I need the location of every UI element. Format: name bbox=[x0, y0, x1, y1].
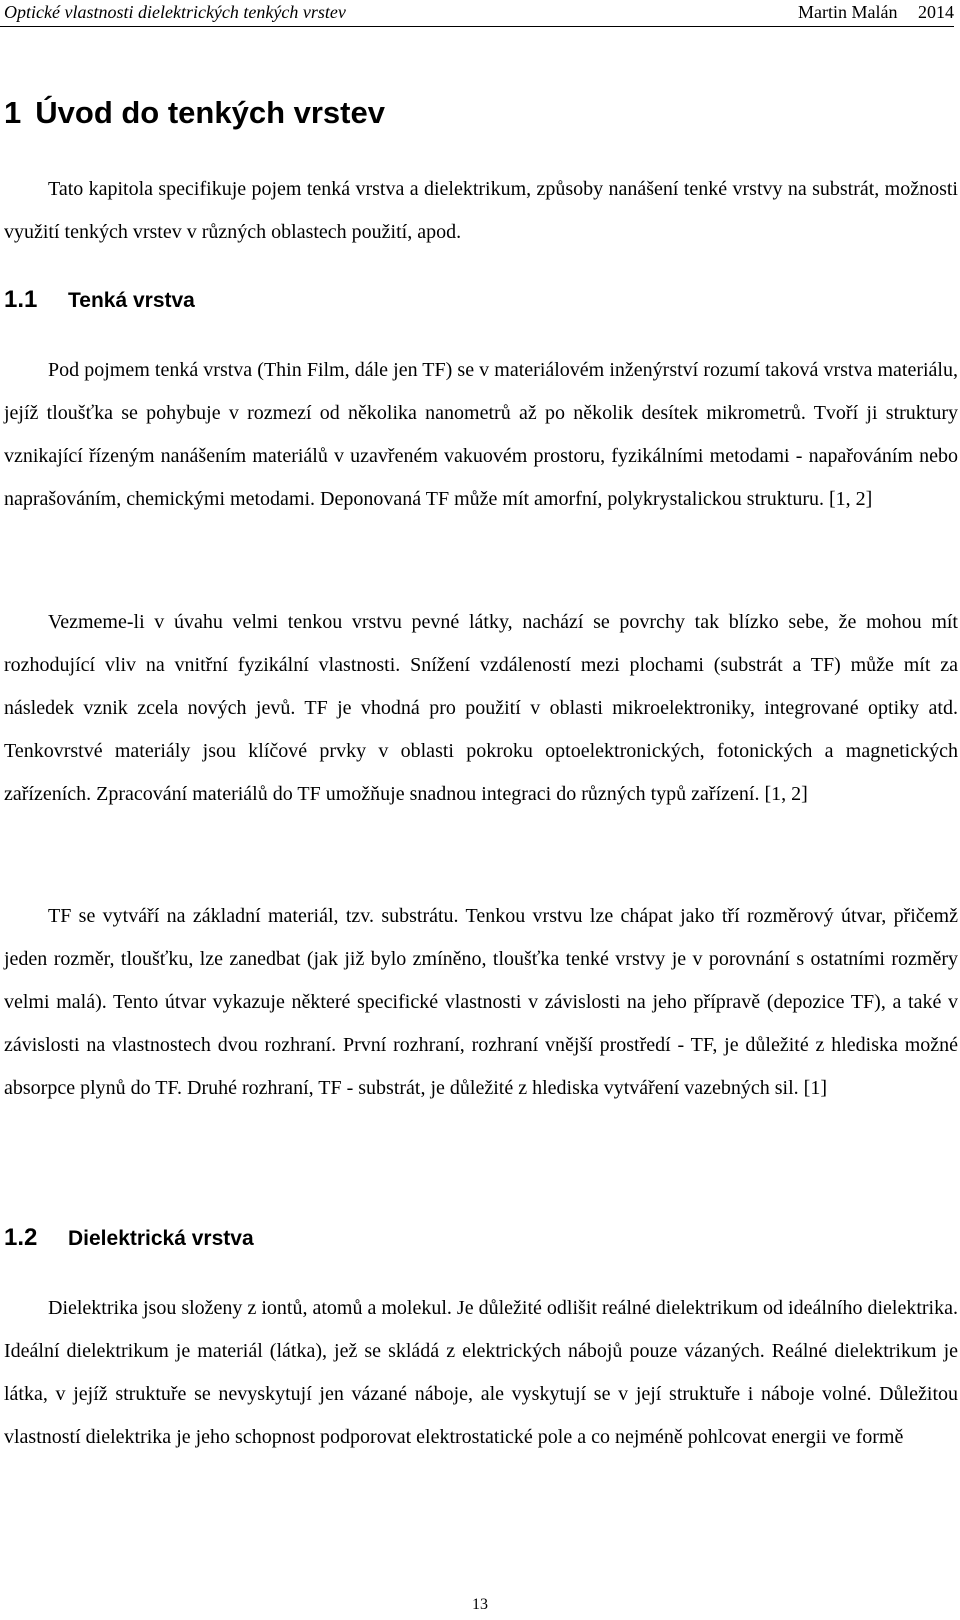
header-author-year bbox=[798, 0, 954, 24]
section-heading-1-2 bbox=[4, 1224, 254, 1253]
paragraph: TF se vytváří na základní materiál, tzv. substrátu. Tenkou vrstvu lze chápat jako tří rozměrový útvar, přičemž jeden rozměr, tloušťku, lze zanedbat (jak již bylo zmíněno, tloušťka tenké vrstvy je v porovnání s ostatními rozměry velmi malá). Tento útvar vykazuje některé specifické vlastnosti v závislosti na jeho přípravě (depozice TF), a také v závislosti na vlastnostech dvou rozhraní. První rozhraní, rozhraní vnější prostředí - TF, je důležité z hlediska možné absorpce plynů do TF. Druhé rozhraní, TF - substrát, je důležité z hlediska vytváření vazebných sil. [1] bbox=[4, 905, 958, 1100]
header-year: 2014 bbox=[918, 2, 954, 22]
header-document-title: Optické vlastnosti dielektrických tenkých vrstev bbox=[4, 2, 346, 22]
paragraph: Vezmeme-li v úvahu velmi tenkou vrstvu pevné látky, nachází se povrchy tak blízko sebe, že mohou mít rozhodující vliv na vnitřní fyzikální vlastnosti. Snížení vzdáleností mezi plochami (substrát a TF) může mít za následek vznik zcela nových jevů. TF je vhodná pro použití v oblasti mikroelektroniky, integrované optiky atd. Tenkovrstvé materiály jsou klíčové prvky v oblasti pokroku optoelektronických, fotonických a magnetických zařízeních. Zpracování materiálů do TF umožňuje snadnou integraci do různých typů zařízení. [1, 2] bbox=[4, 611, 958, 806]
section-heading-1-1 bbox=[4, 286, 195, 315]
chapter-number: 1 bbox=[4, 95, 22, 130]
chapter-intro-paragraph: Tato kapitola specifikuje pojem tenká vrstva a dielektrikum, způsoby nanášení tenké vrstvy na substrát, možnosti využití tenkých vrstev v různých oblastech použití, apod. bbox=[4, 178, 958, 244]
header-rule bbox=[0, 26, 954, 27]
paragraph: Dielektrika jsou složeny z iontů, atomů a molekul. Je důležité odlišit reálné dielektrikum od ideálního dielektrika. Ideální dielektrikum je materiál (látka), jež se skládá z elektrických nábojů pouze vázaných. Reálné dielektrikum je látka, v jejíž struktuře se nevyskytují jen vázané náboje, ale vyskytují se v její struktuře i náboje volné. Důležitou vlastností dielektrika je jeho schopnost podporovat elektrostatické pole a co nejméně pohlcovat energii ve formě bbox=[4, 1297, 958, 1449]
section-number: 1.1 bbox=[4, 286, 38, 313]
chapter-heading bbox=[4, 95, 385, 131]
paragraph: Pod pojmem tenká vrstva (Thin Film, dále jen TF) se v materiálovém inženýrství rozumí taková vrstva materiálu, jejíž tloušťka se pohybuje v rozmezí od několika nanometrů až po několik desítek mikrometrů. Tvoří ji struktury vznikající řízeným nanášením materiálů v uzavřeném vakuovém prostoru, fyzikálními metodami - napařováním nebo naprašováním, chemickými metodami. Deponovaná TF může mít amorfní, polykrystalickou strukturu. [1, 2] bbox=[4, 359, 958, 511]
page-number: 13 bbox=[472, 1596, 488, 1613]
section-title: Dielektrická vrstva bbox=[68, 1227, 254, 1250]
section-title: Tenká vrstva bbox=[68, 289, 195, 312]
section-number: 1.2 bbox=[4, 1224, 38, 1251]
header-author: Martin Malán bbox=[798, 2, 898, 22]
chapter-title: Úvod do tenkých vrstev bbox=[35, 95, 385, 130]
